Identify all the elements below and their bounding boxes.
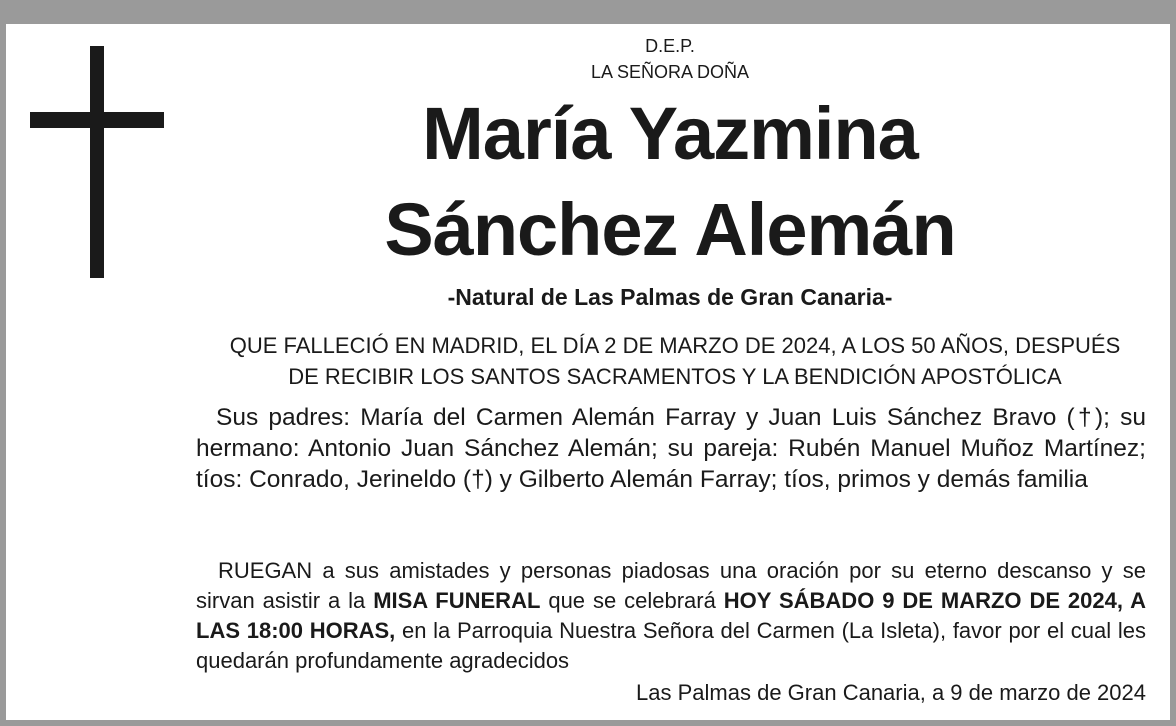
cross-horizontal-bar <box>30 112 164 128</box>
death-line-1: QUE FALLECIÓ EN MADRID, EL DÍA 2 DE MARZO DE 2024, A LOS 50 AÑOS, DESPUÉS <box>229 333 1121 358</box>
honorific-title: LA SEÑORA DOÑA <box>590 62 750 82</box>
invitation-text-2: que se celebrará <box>540 588 724 613</box>
family-paragraph: Sus padres: María del Carmen Alemán Farray y Juan Luis Sánchez Bravo (†); su hermano: Antonio Juan Sánchez Alemán; su pareja: Rubén Manuel Muñoz Martínez; tíos: Conrado, Jerineldo (†) y Gilberto Alemán Farray; tíos, primos y demás familia <box>196 404 1146 493</box>
mass-datetime: HOY SÁBADO 9 DE MARZO DE 2024, A LAS 18:00 HORAS, <box>196 588 1146 643</box>
origin-line: -Natural de Las Palmas de Gran Canaria- <box>447 284 893 310</box>
death-line-2: DE RECIBIR LOS SANTOS SACRAMENTOS Y LA BENDICIÓN APOSTÓLICA <box>288 364 1062 389</box>
cross-vertical-bar <box>90 46 104 278</box>
mass-label: MISA FUNERAL <box>373 588 541 613</box>
invitation-text-1: RUEGAN a sus amistades y personas piadosas una oración por su eterno descanso y se sirvan asistir a la <box>196 558 1146 613</box>
place-date: Las Palmas de Gran Canaria, a 9 de marzo de 2024 <box>636 680 1146 705</box>
death-announcement <box>190 330 1160 392</box>
invitation-text-3: en la Parroquia Nuestra Señora del Carmen (La Isleta), favor por el cual les quedarán profundamente agradecidos <box>196 618 1146 673</box>
deceased-name-line-2: Sánchez Alemán <box>384 188 956 271</box>
dep-label: D.E.P. <box>645 36 695 56</box>
mass-invitation-paragraph <box>196 556 1146 676</box>
deceased-name-line-1: María Yazmina <box>422 92 918 175</box>
